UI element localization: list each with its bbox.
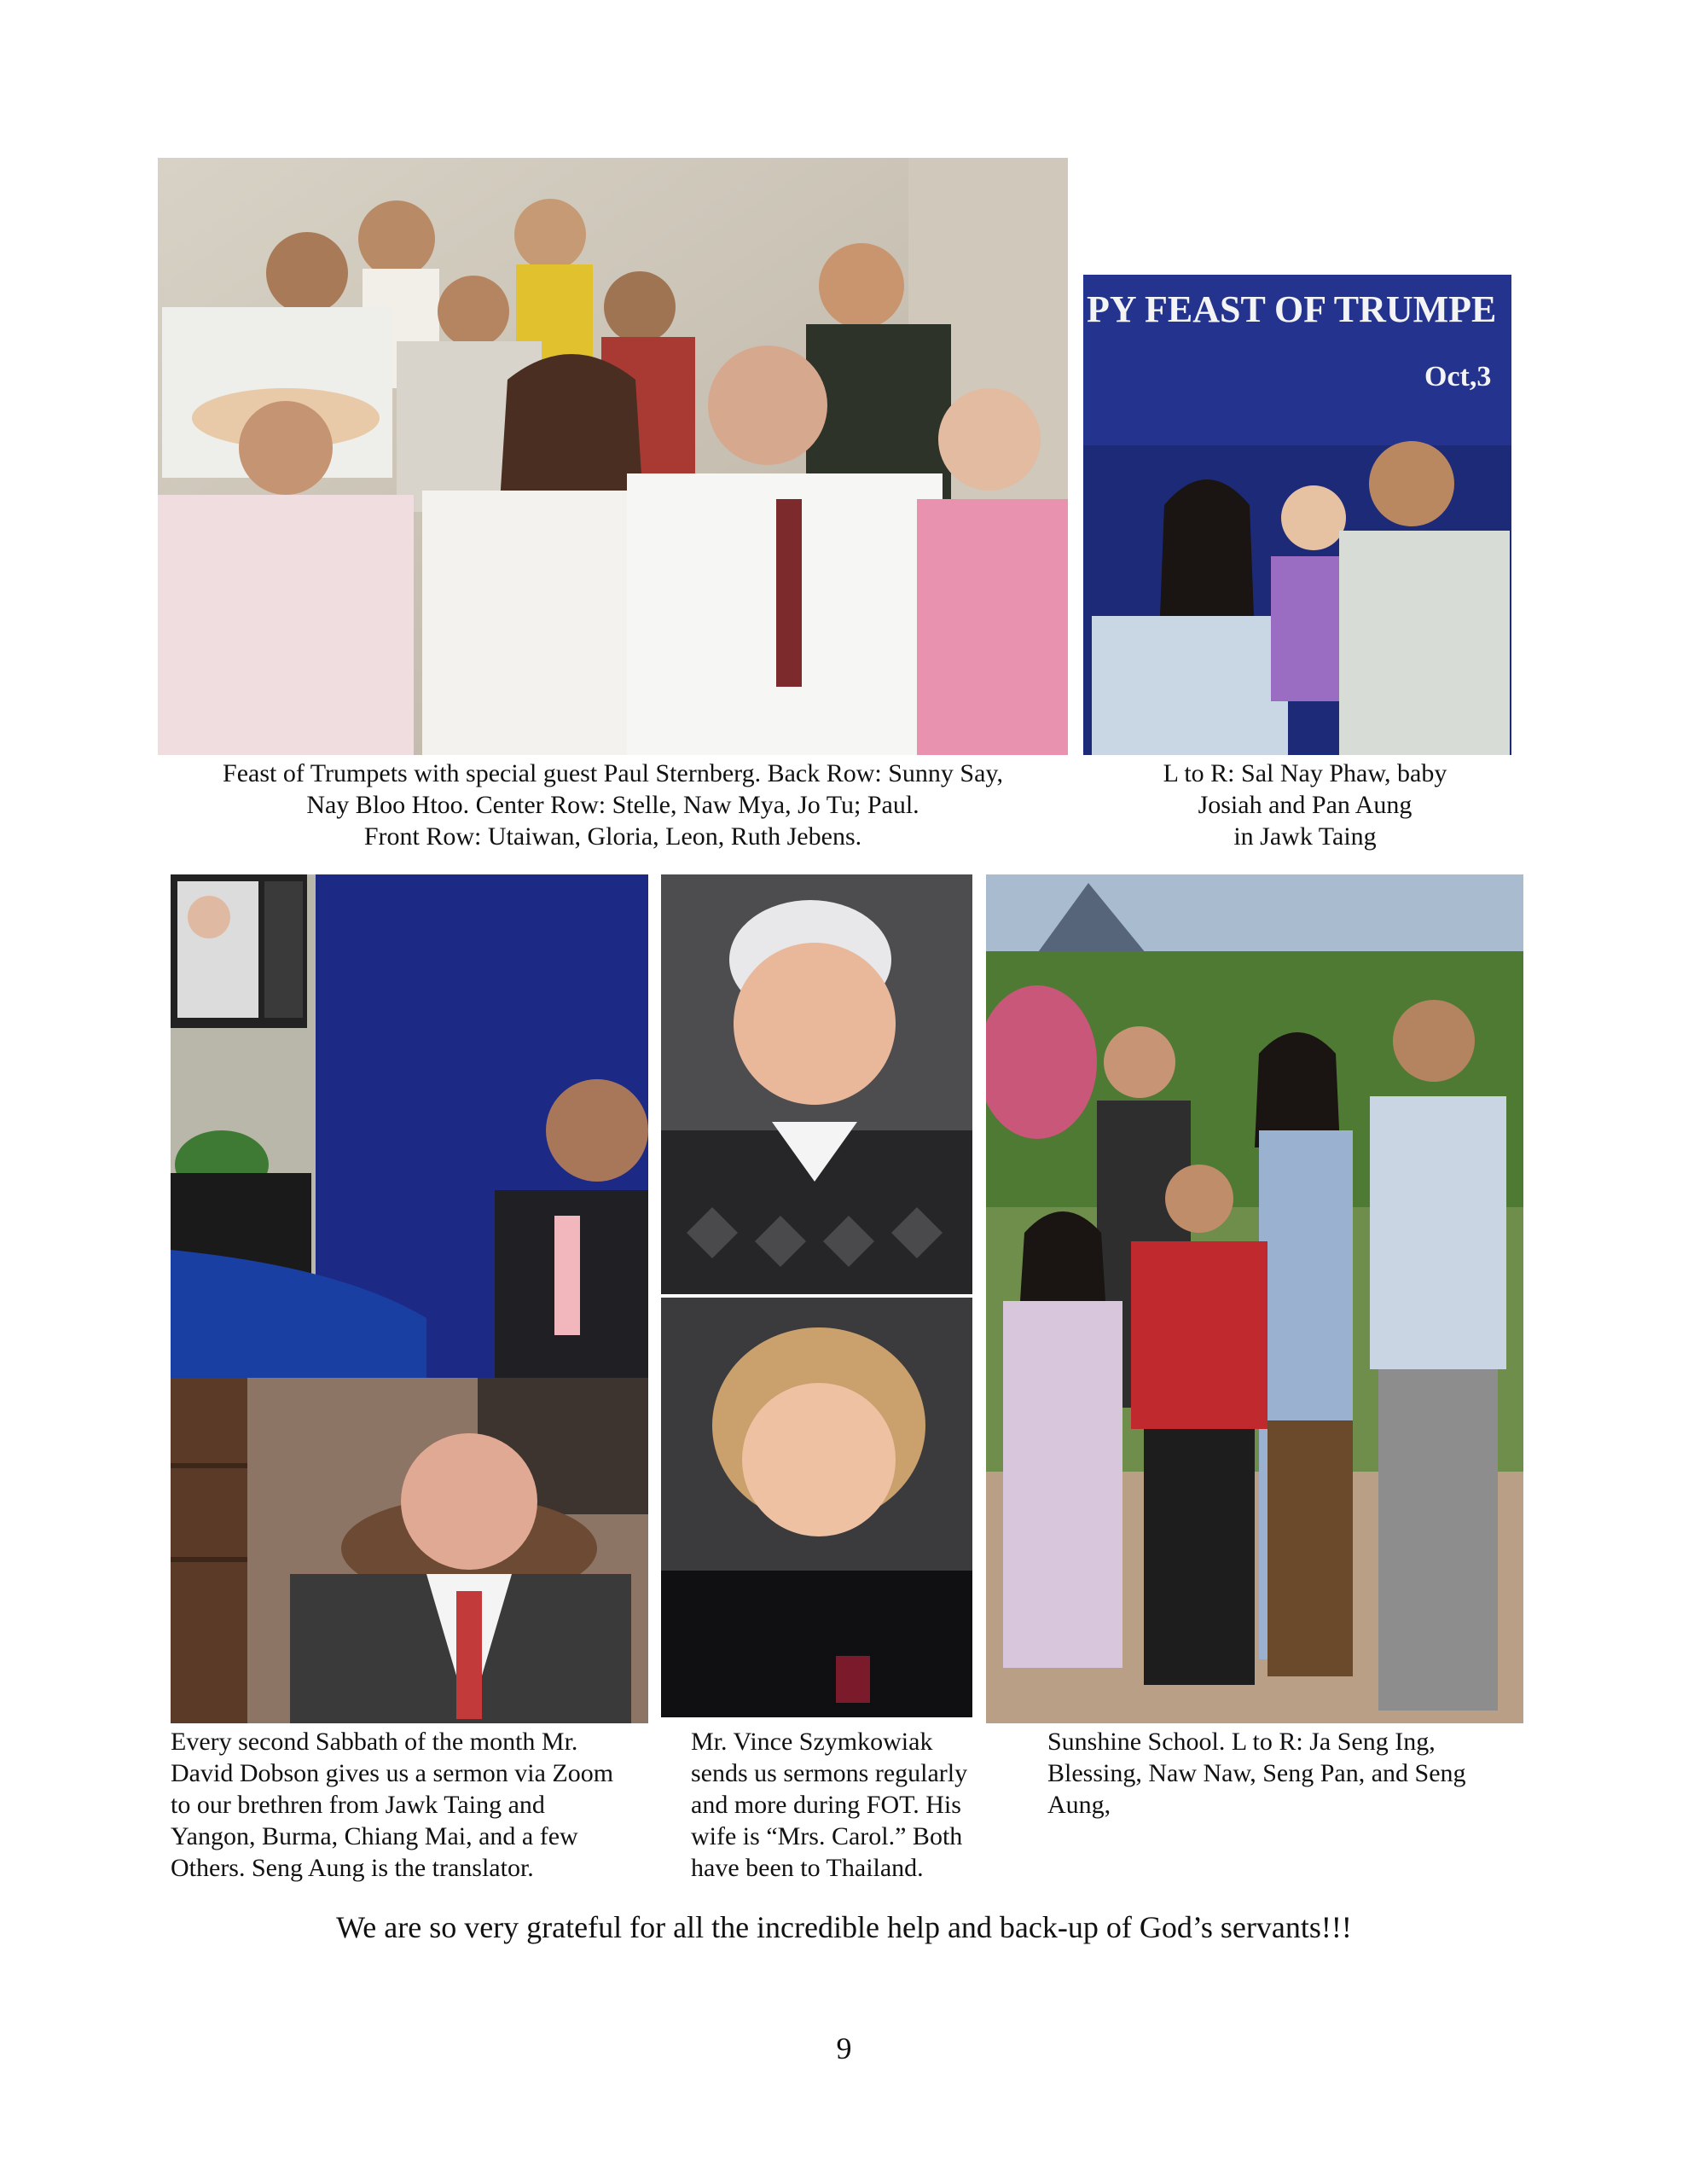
feast-group-caption <box>158 758 1068 852</box>
vince-carol-caption <box>691 1726 998 1884</box>
caption-line: Sunshine School. L to R: Ja Seng Ing, <box>1047 1728 1436 1756</box>
caption-line: Feast of Trumpets with special guest Paul Sternberg. Back Row: Sunny Say, <box>223 759 1003 787</box>
zoom-sermon-caption <box>171 1726 648 1884</box>
caption-line: in Jawk Taing <box>1233 822 1377 851</box>
banner-date: Oct,3 <box>1424 361 1492 392</box>
carol-portrait-photo <box>661 1298 972 1717</box>
feast-group-photo <box>158 158 1068 755</box>
sunshine-school-caption <box>1047 1726 1525 1821</box>
caption-line: to our brethren from Jawk Taing and <box>171 1791 545 1819</box>
caption-line: and more during FOT. His <box>691 1791 961 1819</box>
page-number: 9 <box>836 2031 852 2065</box>
caption-line: Nay Bloo Htoo. Center Row: Stelle, Naw Mya, Jo Tu; Paul. <box>306 791 919 819</box>
vince-portrait-photo <box>661 874 972 1294</box>
banner-text: PY FEAST OF TRUMPE <box>1087 288 1497 330</box>
caption-line: Every second Sabbath of the month Mr. <box>171 1728 578 1756</box>
sunshine-school-photo <box>986 874 1523 1723</box>
caption-line: Blessing, Naw Naw, Seng Pan, and Seng <box>1047 1759 1466 1787</box>
caption-line: Aung, <box>1047 1791 1111 1819</box>
caption-line: Front Row: Utaiwan, Gloria, Leon, Ruth Jebens. <box>363 822 862 851</box>
caption-line: sends us sermons regularly <box>691 1759 968 1787</box>
closing-line: We are so very grateful for all the incredible help and back-up of God’s servants!!! <box>336 1910 1352 1944</box>
family-portrait-caption <box>1083 758 1527 852</box>
caption-line: wife is “Mrs. Carol.” Both <box>691 1822 963 1850</box>
caption-line: Others. Seng Aung is the translator. <box>171 1854 534 1882</box>
caption-line: Josiah and Pan Aung <box>1198 791 1412 819</box>
family-portrait-photo <box>1083 275 1511 755</box>
caption-line: Mr. Vince Szymkowiak <box>691 1728 933 1756</box>
zoom-speaker-photo <box>171 1378 648 1723</box>
caption-line: have been to Thailand. <box>691 1854 924 1882</box>
translator-photo <box>171 874 648 1378</box>
caption-line: Yangon, Burma, Chiang Mai, and a few <box>171 1822 578 1850</box>
caption-line: L to R: Sal Nay Phaw, baby <box>1163 759 1447 787</box>
caption-line: David Dobson gives us a sermon via Zoom <box>171 1759 614 1787</box>
